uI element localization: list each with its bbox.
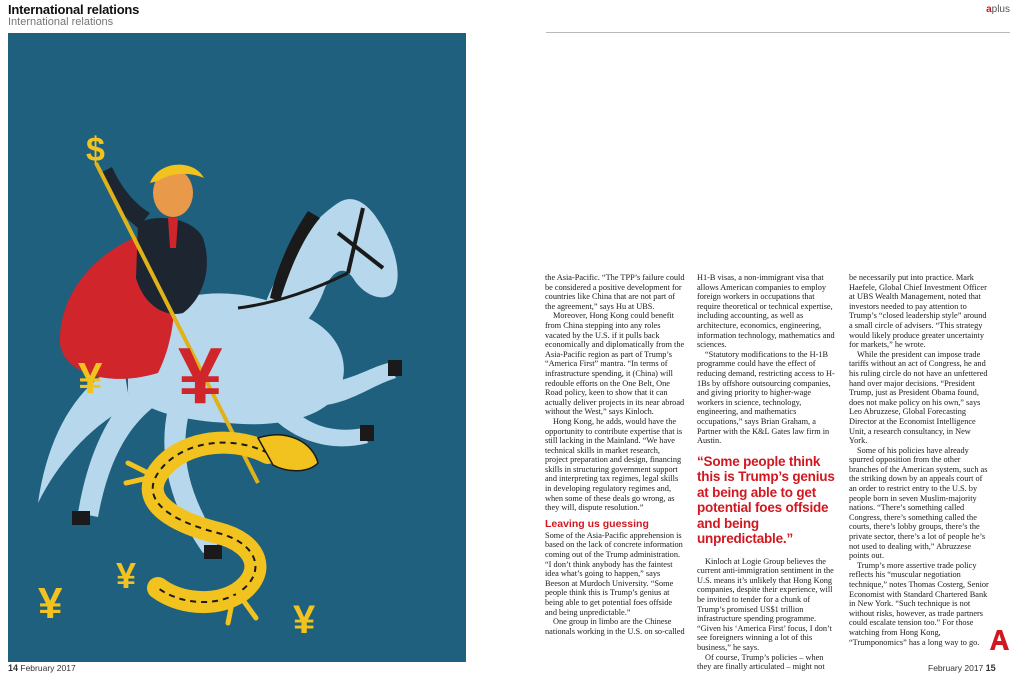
col1-paragraph: Hong Kong, he adds, would have the opportunity to contribute expertise that is still lacking in the Mainland. “We have technical skills in market research, project preparation and design, financing skills in structuring government support and interpreting tax regimes, legal skills in developing regulatory regimes and, when some of these deals go wrong, as they will, dispute resolution.” — [545, 416, 683, 513]
col2-paragraph: H1-B visas, a non-immigrant visa that allows American companies to employ foreign workers in occupations that require theoretical or technical expertise, including accounting, as well as architecture, economics, engineering, information technology, mathematics and sciences. — [697, 273, 835, 350]
dollar-symbol: $ — [86, 131, 105, 169]
column-2 — [697, 273, 837, 672]
yen-symbol-small-3: ¥ — [116, 555, 137, 596]
col3-paragraph: Trump’s more assertive trade policy reflects his “muscular negotiation technique,” notes Thomas Costerg, Senior Economist with Standard Chartered Bank in New York. “Such technique is not without risks, however, as trade partners could escalate tension too.” For those watching from Hong Kong, “Trumponomics” has a long way to go. — [849, 560, 989, 647]
col3-paragraph: be necessarily put into practice. Mark Haefele, Global Chief Investment Officer at UBS Wealth Management, noted that investors needed to pay attention to Trump’s “closed leadership style” around a small circle of advisers. “This strategy would likely produce greater uncertainty for markets,” he wrote. — [849, 273, 987, 350]
col1-paragraph: Some of the Asia-Pacific apprehension is based on the lack of concrete information coming out of the Trump administration. “I don’t think anybody has the faintest idea what’s going to happen,” says Beeson at Murdoch University. “Some people think this is Trump’s genius at being able to get potential foes offside and being unpredictable.” — [545, 530, 683, 617]
column-3 — [849, 273, 989, 647]
col2-paragraph: Kinloch at Logie Group believes the current anti-immigration sentiment in the U.S. means it’s unlikely that Hong Kong companies, despite their experience, will be invited to tender for a chunk of Trump’s promised US$1 trillion infrastructure spending programme. “Given his ‘America First’ focus, I don’t see foreigners winning a lot of this business,” he says. — [697, 556, 834, 653]
col3-paragraph: Some of his policies have already spurred opposition from the other branches of the American system, such as the striking down by an appeals court of an order to restrict entry to the U.S. by people born in seven Muslim-majority nations. “There’s something called Congress, there’s something called the courts, there’s lobby groups, there’s the private sector, there’s a lot of people he’s not used to dealing with,” Abruzzese points out. — [849, 445, 988, 561]
yen-symbol-small-4: ¥ — [293, 598, 316, 642]
illustration — [8, 33, 466, 662]
col2-paragraph: Of course, Trump’s policies – when they are finally articulated – might not — [697, 652, 825, 672]
trump-horseback-illustration — [8, 33, 466, 662]
subhead: Leaving us guessing — [545, 517, 649, 530]
right-folio — [928, 663, 996, 673]
right-page-number: 15 — [985, 663, 996, 673]
section-subtitle: International relations — [8, 16, 114, 28]
left-page-number: 14 — [8, 663, 19, 673]
top-rule — [546, 32, 1010, 33]
left-date: February 2017 — [20, 663, 76, 673]
col1-paragraph: the Asia-Pacific. “The TPP’s failure could be considered a positive development for countries like China that are not part of the agreement,” says Hu at UBS. — [545, 273, 685, 311]
pull-quote: “Some people think this is Trump’s genius at being able to get potential foes offside and being unpredictable.” — [697, 453, 835, 547]
brand-a: a — [986, 4, 992, 15]
col2-paragraph: “Statutory modifications to the H-1B programme could have the effect of reducing demand, restricting access to H-1Bs by offshore outsourcing companies, and giving priority to higher-wage workers in science, technology, engineering, and mathematics occupations,” says Brian Graham, a Partner with the K&L Gates law firm in Austin. — [697, 349, 835, 446]
col3-paragraph: While the president can impose trade tariffs without an act of Congress, he and his ruling circle do not have an unfettered hand over major decisions. “President Trump, just as President Obama found, does not make policy on his own,” says Leo Abruzzese, Global Forecasting Director at the Economist Intelligence Unit, a research consultancy, in New York. — [849, 349, 988, 446]
yen-symbol: ¥ — [178, 331, 223, 420]
column-1 — [545, 273, 685, 636]
col1-paragraph: One group in limbo are the Chinese nationals working in the U.S. on so-called — [545, 617, 685, 636]
end-mark-logo-icon — [988, 629, 1010, 651]
left-folio — [8, 663, 76, 673]
right-date: February 2017 — [928, 663, 984, 673]
brand-logo — [986, 4, 1010, 15]
section-title: International relations — [8, 2, 140, 17]
col1-paragraph: Moreover, Hong Kong could benefit from China stepping into any roles vacated by the U.S. if it pulls back economically and diplomatically from the Asia-Pacific region as part of Trump’s “America First” mantra. “In terms of infrastructure spending, it (China) will redouble efforts on the One Belt, One Road policy, keen to show that it can actually deliver projects in its near abroad without the West,” says Kinloch. — [545, 311, 685, 417]
yen-symbol-small-2: ¥ — [38, 579, 63, 628]
brand-plus: plus — [991, 4, 1010, 15]
yen-symbol-small-1: ¥ — [78, 354, 103, 403]
